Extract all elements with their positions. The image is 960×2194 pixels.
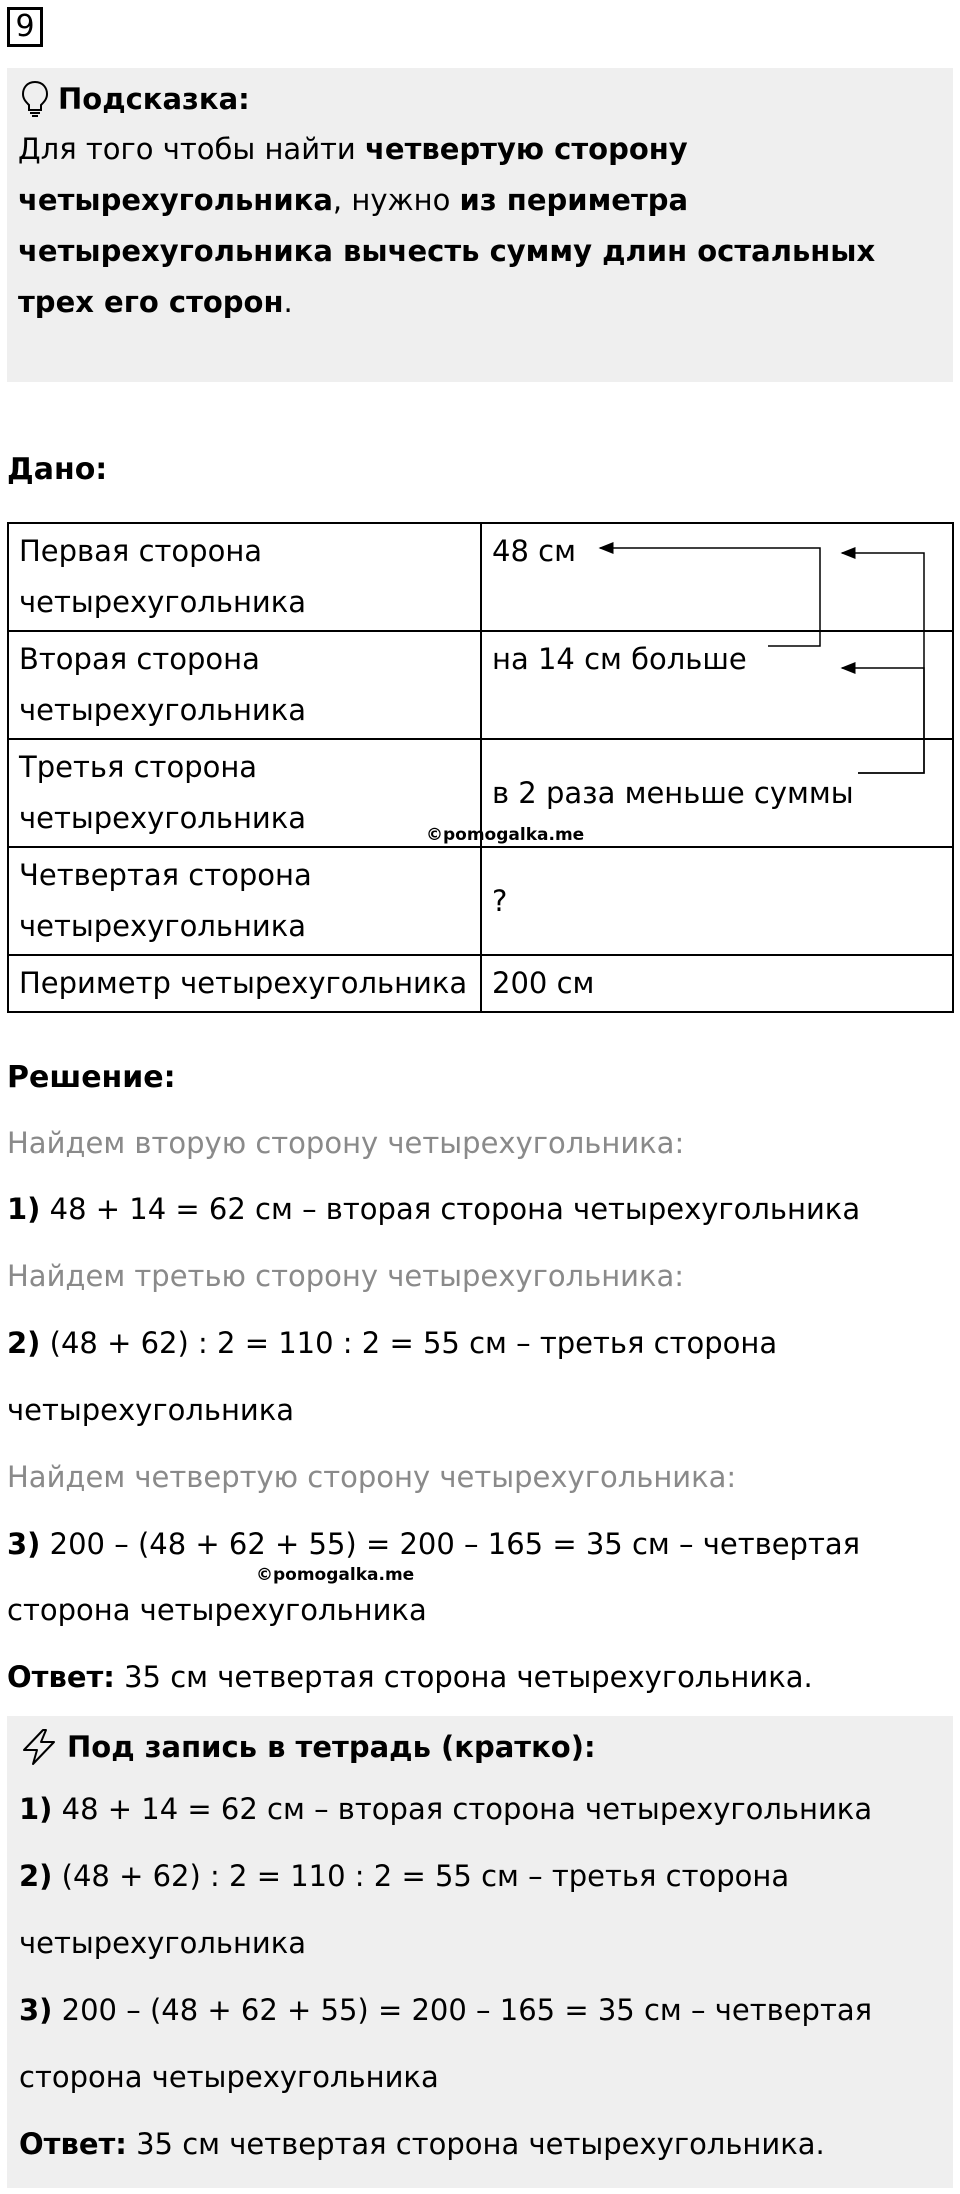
table-row (8, 847, 953, 955)
step-number: 3) (7, 1527, 41, 1561)
given-value-cell: в 2 раза меньше суммы (481, 739, 953, 847)
step-number: 1) (19, 1792, 53, 1826)
given-value-cell: ? (481, 847, 953, 955)
step-text: (48 + 62) : 2 = 110 : 2 = 55 см – третья сторона (40, 1326, 778, 1360)
answer-label: Ответ: (7, 1660, 115, 1694)
summary-title-text: Под запись в тетрадь (кратко): (67, 1730, 596, 1764)
given-label: Дано: (7, 452, 108, 487)
step-number: 3) (19, 1993, 53, 2027)
hint-bold-part: четвертую сторону четырехугольника (18, 132, 688, 217)
table-row (8, 955, 953, 1012)
answer-text: 35 см четвертая сторона четырехугольника. (126, 2127, 825, 2161)
task-number: 9 (7, 7, 43, 47)
lightning-icon (19, 1728, 59, 1766)
hint-title-text: Подсказка: (58, 82, 250, 116)
given-name-cell: Четвертая сторона четырехугольника (8, 847, 481, 955)
solution-label: Решение: (7, 1060, 176, 1095)
summary-line (19, 1792, 872, 1826)
step-text: (48 + 62) : 2 = 110 : 2 = 55 см – третья сторона (52, 1859, 790, 1893)
step-continuation: сторона четырехугольника (7, 1593, 427, 1627)
given-name-cell: Вторая сторона четырехугольника (8, 631, 481, 739)
summary-answer (19, 2127, 825, 2161)
arrow-third-to-second (842, 668, 924, 773)
step-text: 48 + 14 = 62 см – вторая сторона четырехугольника (40, 1192, 861, 1226)
step-number: 2) (19, 1859, 53, 1893)
step-hint: Найдем вторую сторону четырехугольника: (7, 1126, 685, 1160)
step-line (7, 1192, 860, 1226)
hint-bold-part: из периметра четырехугольника вычесть сумму длин остальных трех его сторон (18, 183, 876, 319)
step-hint: Найдем четвертую сторону четырехугольника: (7, 1460, 737, 1494)
step-number: 1) (7, 1192, 41, 1226)
arrow-second-to-first (600, 548, 820, 646)
given-value-cell: на 14 см больше (481, 631, 953, 739)
given-name-cell: Третья сторона четырехугольника (8, 739, 481, 847)
step-text: 200 – (48 + 62 + 55) = 200 – 165 = 35 см – четвертая (40, 1527, 861, 1561)
step-line (7, 1527, 860, 1561)
step-continuation: четырехугольника (7, 1393, 295, 1427)
step-line (7, 1326, 777, 1360)
summary-line (19, 1993, 872, 2027)
hint-text-part: , нужно (332, 183, 460, 217)
summary-line (19, 1859, 789, 1893)
step-number: 2) (7, 1326, 41, 1360)
given-value-cell: 48 см (481, 523, 953, 631)
step-text: 200 – (48 + 62 + 55) = 200 – 165 = 35 см – четвертая (52, 1993, 873, 2027)
summary-box (7, 1716, 953, 2188)
step-hint: Найдем третью сторону четырехугольника: (7, 1259, 685, 1293)
step-text: 48 + 14 = 62 см – вторая сторона четырехугольника (52, 1792, 873, 1826)
summary-continuation: сторона четырехугольника (19, 2060, 439, 2094)
summary-continuation: четырехугольника (19, 1926, 307, 1960)
hint-text-part: . (283, 285, 293, 319)
answer-label: Ответ: (19, 2127, 127, 2161)
arrow-third-to-first (842, 553, 924, 773)
summary-title (19, 1728, 596, 1766)
given-name-cell: Первая сторона четырехугольника (8, 523, 481, 631)
answer-line (7, 1660, 813, 1694)
watermark: ©pomogalka.me (426, 825, 585, 845)
given-name-cell: Периметр четырехугольника (8, 955, 481, 1012)
relation-arrows (0, 0, 960, 800)
watermark: ©pomogalka.me (256, 1565, 415, 1585)
given-value-cell: 200 см (481, 955, 953, 1012)
hint-text-part: Для того чтобы найти (18, 132, 365, 166)
answer-text: 35 см четвертая сторона четырехугольника. (114, 1660, 813, 1694)
